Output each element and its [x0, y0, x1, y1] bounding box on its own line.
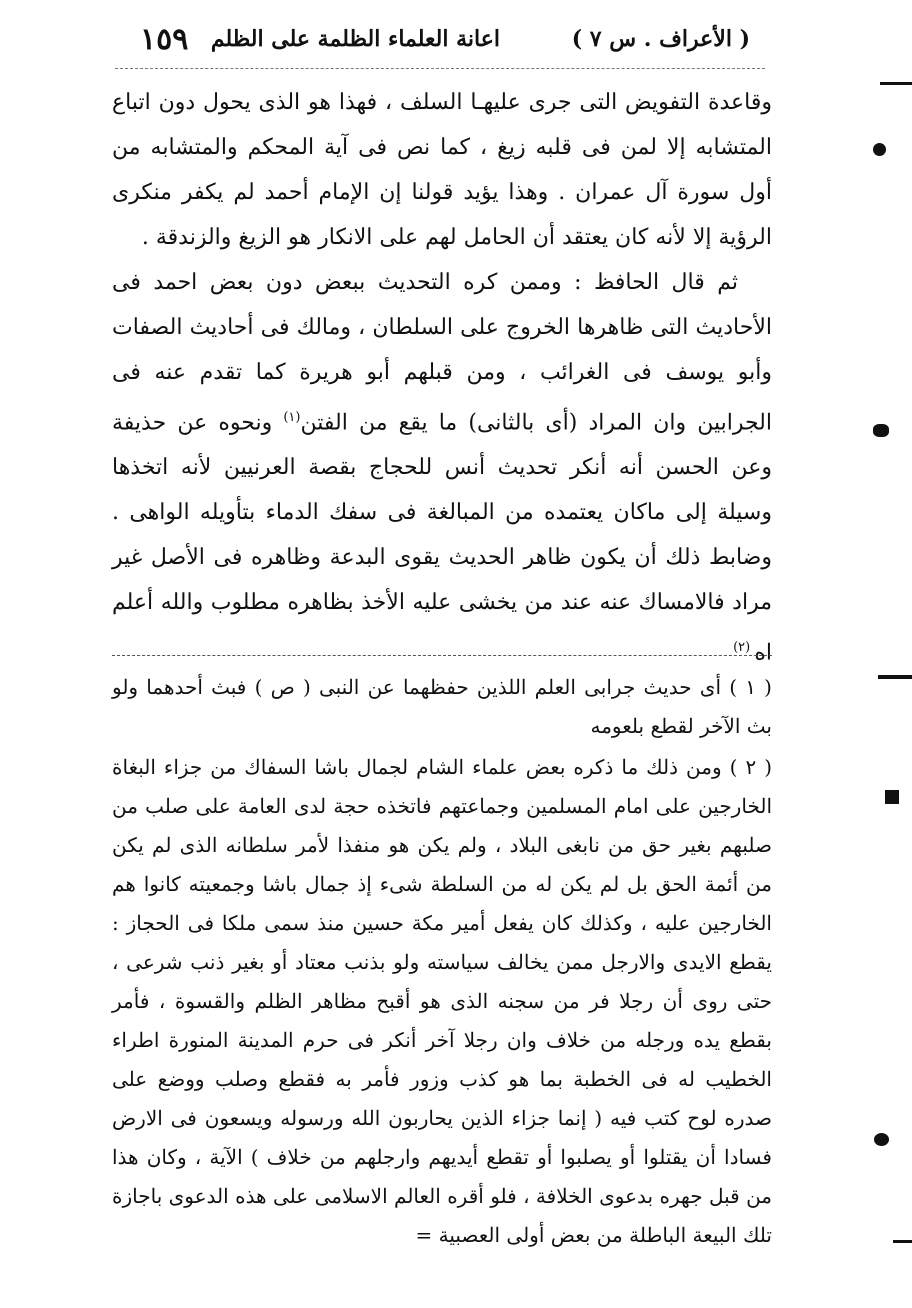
footnote-divider: [112, 655, 772, 656]
page-header: [140, 22, 750, 62]
page-number: ١٥٩: [140, 22, 189, 57]
paragraph-1: وقاعدة التفويض التى جرى عليهـا السلف ، فهذا هو الذى يحول دون اتباع المتشابه إلا لمن فى قلبه زيغ ، كما نص فى آية المحكم والمتشابه من أول سورة آل عمران . وهذا يؤيد قولنا إن الإمام أحمد لم يكفر منكرى الرؤية إلا لأنه كان يعتقد أن الحامل لهم على الانكار هو الزيغ والزندقة .: [112, 90, 772, 250]
footnote-1: ( ١ ) أى حديث جرابى العلم اللذين حفظهما عن النبى ( ص ) فبث أحدهما ولو بث الآخر لقطع بلعومه: [112, 675, 772, 738]
scan-edge-mark: [880, 82, 912, 85]
footnotes: [112, 668, 772, 1257]
surah-reference: ( الأعراف . س ٧ ): [571, 26, 750, 52]
scan-edge-mark: [878, 675, 912, 679]
footnote-2: ( ٢ ) ومن ذلك ما ذكره بعض علماء الشام لجمال باشا السفاك من جزاء البغاة الخارجين على امام المسلمين وجماعتهم فاتخذه حجة لدى العامة على صلب من صلبهم بغير حق من نابغى البلاد ، ولم يكن هو منفذا لأمر سلطانه الذى لم يكن من أئمة الحق بل لم يكن له من السلطة شىء إذ جمال باشا وجمعيته كانوا هم الخارجين عليه ، وكذلك كان يفعل أمير مكة حسين منذ سمى ملكا فى الحجاز : يقطع الايدى والارجل ممن يخالف سياسته ولو بذنب معتاد أو بغير ذنب شرعى ، حتى روى أن رجلا فر من سجنه الذى هو أقبح مظاهر الظلم والقسوة ، فأمر بقطع يده ورجله من خلاف وان رجلا آخر أنكر فى حرم المدينة المنورة اطراء الخطيب له فى الخطبة بما هو كذب وزور فأمر به فقطع وصلب ووضع على صدره لوح كتب فيه ( إنما جزاء الذين يحاربون الله ورسوله ويسعون فى الارض فسادا أن يقتلوا أو يصلبوا أو تقطع أيديهم وارجلهم من خلاف ) الآية ، وكان هذا من قبل جهره بدعوى الخلافة ، فلو أقره العالم الاسلامى على هذه الدعوى باجازة تلك البيعة الباطلة من بعض أولى العصبية =: [112, 755, 773, 1247]
scan-edge-mark: [873, 424, 889, 437]
scan-edge-mark: [874, 1133, 889, 1146]
footnote-ref-1: (١): [283, 410, 301, 425]
paragraph-2-part-a: ثم قال الحافظ : وممن كره التحديث ببعض دون بعض احمد فى الأحاديث التى ظاهرها الخروج على السلطان ، ومالك فى أحاديث الصفات وأبو يوسف فى الغرائب ، ومن قبلهم أبو هريرة كما تقدم عنه فى الجرابين وان المراد (أى بالثانى) ما يقع من الفتن: [112, 270, 773, 436]
paragraph-2: [112, 260, 772, 676]
scan-edge-mark: [885, 790, 899, 804]
scan-edge-mark: [893, 1240, 912, 1243]
scan-edge-mark: [873, 143, 886, 156]
footnote-ref-2: (٢): [733, 640, 755, 656]
header-divider: [115, 68, 765, 69]
paragraph-2-part-b: ونحوه عن حذيفة وعن الحسن أنه أنكر تحديث أنس للحجاج بقصة العرنيين لأنه اتخذها وسيلة إلى ماكان يعتمده من المبالغة فى سفك الدماء بتأويله الواهى . وضابط ذلك أن يكون ظاهر الحديث يقوى البدعة وظاهره فى الأصل غير مراد فالامساك عنه عند من يخشى عليه الأخذ بظاهره مطلوب والله أعلم اه: [112, 410, 772, 666]
running-title: اعانة العلماء الظلمة على الظلم: [210, 26, 500, 52]
main-text: [112, 80, 772, 676]
